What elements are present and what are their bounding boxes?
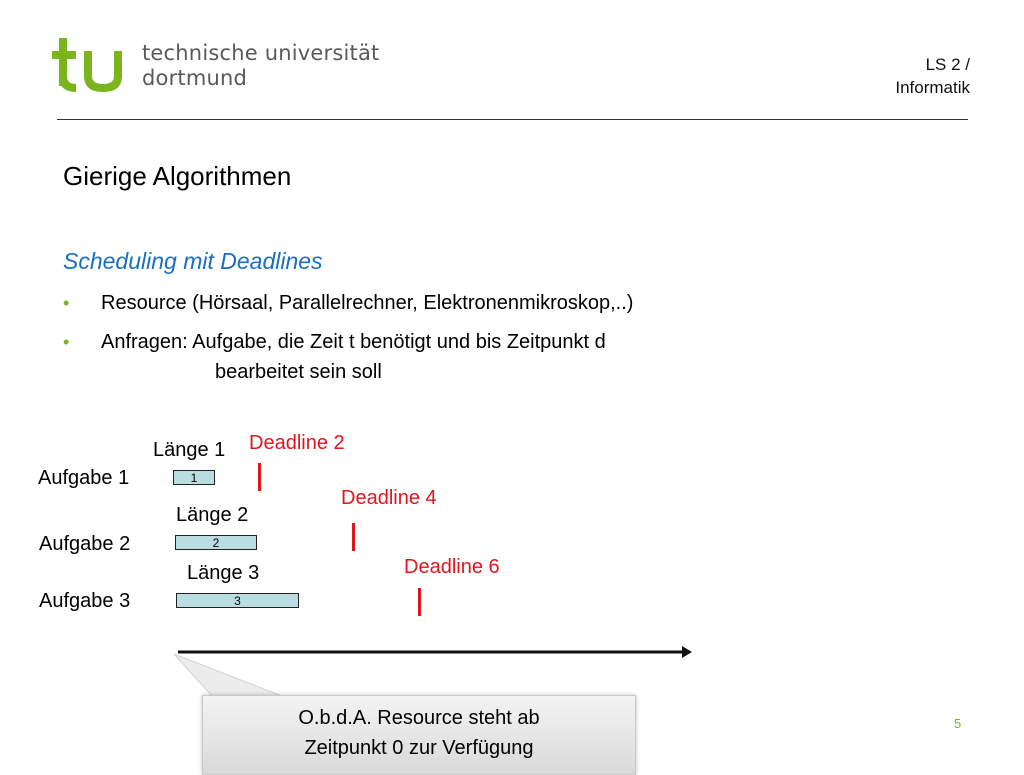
- task-box: 2: [175, 535, 257, 550]
- task-box: 3: [176, 593, 299, 608]
- tu-logo-icon: [50, 36, 128, 94]
- university-name-line1: technische universität: [142, 41, 380, 65]
- university-name: [142, 41, 380, 91]
- deadline-marker: [352, 523, 355, 551]
- task-deadline-label: Deadline 6: [404, 556, 500, 578]
- callout-line2: Zeitpunkt 0 zur Verfügung: [304, 737, 534, 759]
- task-name: Aufgabe 2: [39, 533, 131, 555]
- task-name: Aufgabe 3: [39, 590, 131, 612]
- deadline-marker: [258, 463, 261, 491]
- bullet-continuation: bearbeitet sein soll: [215, 361, 382, 383]
- task-length-label: Länge 3: [187, 562, 260, 584]
- task-deadline-label: Deadline 2: [249, 432, 345, 454]
- callout-pointer: [172, 652, 292, 700]
- task-deadline-label: Deadline 4: [341, 487, 437, 509]
- task-box: 1: [173, 470, 215, 485]
- slide-subtitle: Scheduling mit Deadlines: [63, 248, 323, 274]
- bullet-text: Anfragen: Aufgabe, die Zeit t benötigt und bis Zeitpunkt d: [101, 331, 606, 353]
- chair-label-line2: Informatik: [895, 78, 970, 97]
- deadline-marker: [418, 588, 421, 616]
- header-divider: [57, 119, 968, 120]
- task-name: Aufgabe 1: [38, 467, 130, 489]
- task-length-label: Länge 2: [176, 504, 249, 526]
- page-number: 5: [954, 716, 962, 731]
- bullet-dot-icon: •: [63, 293, 70, 313]
- bullet-text: Resource (Hörsaal, Parallelrechner, Elektronenmikroskop,..): [101, 292, 634, 314]
- chair-label-line1: LS 2 /: [925, 55, 970, 74]
- slide-title: Gierige Algorithmen: [63, 161, 292, 191]
- callout-line1: O.b.d.A. Resource steht ab: [298, 707, 540, 729]
- callout-box: [202, 695, 636, 775]
- university-name-line2: dortmund: [142, 66, 248, 90]
- bullet-dot-icon: •: [63, 332, 70, 352]
- task-length-label: Länge 1: [153, 439, 226, 461]
- chair-label: [895, 53, 970, 99]
